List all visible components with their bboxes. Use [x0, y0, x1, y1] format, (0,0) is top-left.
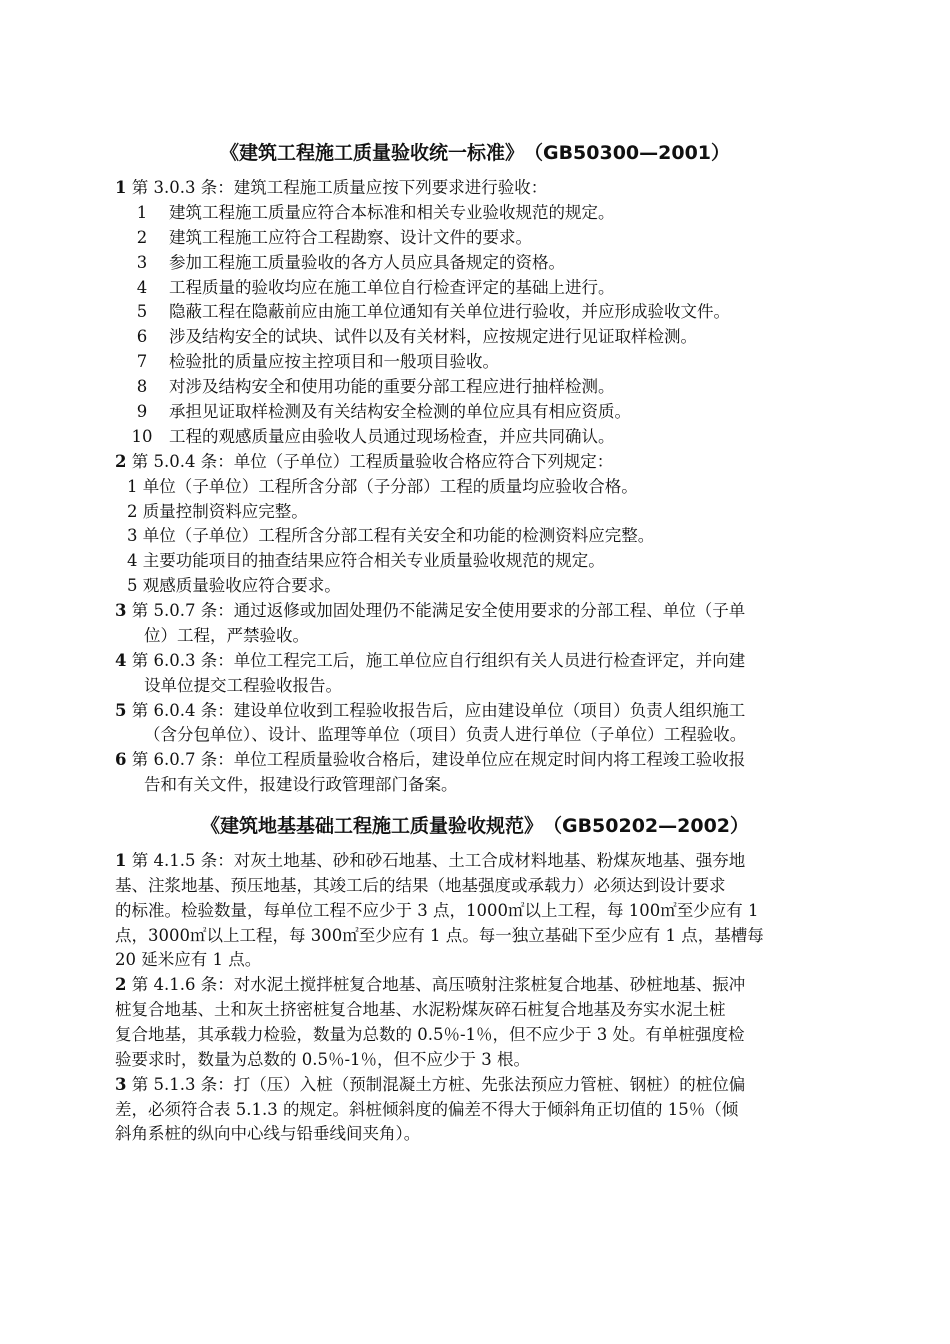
doc1-clause6-line2: 告和有关文件，报建设行政管理部门备案。	[144, 775, 458, 794]
list-item-text: 工程质量的验收均应在施工单位自行检查评定的基础上进行。	[169, 278, 615, 297]
clause-number: 1	[115, 178, 127, 197]
doc2-clause1-line: 基、注浆地基、预压地基，其竣工后的结果（地基强度或承载力）必须达到设计要求	[115, 876, 726, 895]
list-item-number: 10	[131, 427, 153, 446]
doc2-clause1-line	[115, 849, 745, 873]
clause-text: 第 4.1.5 条：对灰土地基、砂和砂石地基、土工合成材料地基、粉煤灰地基、强夯地	[131, 851, 746, 870]
list-item	[127, 325, 697, 349]
list-item-number: 3	[136, 253, 148, 272]
doc2-title: 《建筑地基基础工程施工质量验收规范》 （GB50202—2002）	[200, 815, 750, 837]
clause-number: 6	[115, 750, 127, 769]
clause-text: 第 6.0.7 条：单位工程质量验收合格后，建设单位应在规定时间内将工程竣工验收报	[131, 750, 746, 769]
list-item-text: 建筑工程施工应符合工程勘察、设计文件的要求。	[169, 228, 532, 247]
list-item	[127, 350, 499, 374]
clause-number: 1	[115, 851, 127, 870]
list-item: 2 质量控制资料应完整。	[127, 502, 308, 521]
clause-text: 第 5.1.3 条：打（压）入桩（预制混凝土方桩、先张法预应力管桩、钢桩）的桩位偏	[131, 1075, 746, 1094]
list-item	[127, 400, 631, 424]
list-item-text: 涉及结构安全的试块、试件以及有关材料，应按规定进行见证取样检测。	[169, 327, 697, 346]
list-item-number: 4	[136, 278, 148, 297]
list-item-number: 8	[136, 377, 148, 396]
clause-text: 第 5.0.4 条：单位（子单位）工程质量验收合格应符合下列规定：	[131, 452, 614, 471]
list-item: 5 观感质量验收应符合要求。	[127, 576, 341, 595]
clause-text: 第 6.0.3 条：单位工程完工后，施工单位应自行组织有关人员进行检查评定，并向建	[131, 651, 746, 670]
doc2-clause2-line	[115, 973, 745, 997]
clause-text: 第 3.0.3 条：建筑工程施工质量应按下列要求进行验收：	[131, 178, 548, 197]
doc1-title: 《建筑工程施工质量验收统一标准》 （GB50300—2001）	[219, 142, 731, 164]
list-item: 3 单位（子单位）工程所含分部工程有关安全和功能的检测资料应完整。	[127, 526, 655, 545]
clause-number: 4	[115, 651, 127, 670]
doc2-clause2-line: 桩复合地基、土和灰土挤密桩复合地基、水泥粉煤灰碎石桩复合地基及夯实水泥土桩	[115, 1000, 726, 1019]
doc1-clause5-line2: （含分包单位）、设计、监理等单位（项目）负责人进行单位（子单位）工程验收。	[144, 725, 747, 744]
list-item	[127, 425, 615, 449]
clause-number: 3	[115, 1075, 127, 1094]
clause-number: 3	[115, 601, 127, 620]
doc2-clause3-line: 斜角系桩的纵向中心线与铅垂线间夹角）。	[115, 1124, 421, 1143]
list-item-text: 承担见证取样检测及有关结构安全检测的单位应具有相应资质。	[169, 402, 631, 421]
list-item-text: 工程的观感质量应由验收人员通过现场检查，并应共同确认。	[169, 427, 615, 446]
doc2-clause1-line: 的标准。检验数量，每单位工程不应少于 3 点，1000㎡以上工程，每 100㎡至少应有 1	[115, 901, 759, 920]
list-item-number: 1	[136, 203, 148, 222]
doc1-clause1-heading	[115, 176, 547, 200]
doc2-clause3-line	[115, 1073, 745, 1097]
clause-text: 第 5.0.7 条：通过返修或加固处理仍不能满足安全使用要求的分部工程、单位（子单	[131, 601, 746, 620]
list-item-text: 对涉及结构安全和使用功能的重要分部工程应进行抽样检测。	[169, 377, 615, 396]
list-item	[127, 276, 615, 300]
list-item: 1 单位（子单位）工程所含分部（子分部）工程的质量均应验收合格。	[127, 477, 638, 496]
list-item	[127, 375, 615, 399]
doc2-clause3-line: 差，必须符合表 5.1.3 的规定。斜桩倾斜度的偏差不得大于倾斜角正切值的 15％（倾	[115, 1100, 739, 1119]
list-item-text: 隐蔽工程在隐蔽前应由施工单位通知有关单位进行验收，并应形成验收文件。	[169, 302, 730, 321]
clause-text: 第 4.1.6 条：对水泥土搅拌桩复合地基、高压喷射注浆桩复合地基、砂桩地基、振冲	[131, 975, 746, 994]
list-item	[127, 251, 565, 275]
list-item	[127, 300, 730, 324]
clause-text: 第 6.0.4 条：建设单位收到工程验收报告后，应由建设单位（项目）负责人组织施工	[131, 701, 746, 720]
list-item-number: 7	[136, 352, 148, 371]
doc1-clause4-line2: 设单位提交工程验收报告。	[144, 676, 342, 695]
doc1-clause3-line1	[115, 599, 745, 623]
list-item: 4 主要功能项目的抽查结果应符合相关专业质量验收规范的规定。	[127, 551, 605, 570]
doc1-clause2-heading	[115, 450, 613, 474]
list-item-text: 参加工程施工质量验收的各方人员应具备规定的资格。	[169, 253, 565, 272]
clause-number: 5	[115, 701, 127, 720]
list-item	[127, 201, 615, 225]
doc1-clause5-line1	[115, 699, 745, 723]
list-item-text: 检验批的质量应按主控项目和一般项目验收。	[169, 352, 499, 371]
list-item-number: 6	[136, 327, 148, 346]
list-item-number: 5	[136, 302, 148, 321]
doc1-clause6-line1	[115, 748, 745, 772]
doc2-clause1-line: 20 延米应有 1 点。	[115, 950, 262, 969]
list-item-number: 2	[136, 228, 148, 247]
list-item	[127, 226, 532, 250]
list-item-text: 建筑工程施工质量应符合本标准和相关专业验收规范的规定。	[169, 203, 615, 222]
list-item-number: 9	[136, 402, 148, 421]
clause-number: 2	[115, 452, 127, 471]
doc2-clause1-line: 点，3000㎡以上工程，每 300㎡至少应有 1 点。每一独立基础下至少应有 1 点，基槽每	[115, 926, 764, 945]
doc2-clause2-line: 验要求时，数量为总数的 0.5％-1％，但不应少于 3 根。	[115, 1050, 531, 1069]
doc1-clause4-line1	[115, 649, 745, 673]
doc2-clause2-line: 复合地基，其承载力检验，数量为总数的 0.5％-1％，但不应少于 3 处。有单桩强度检	[115, 1025, 745, 1044]
clause-number: 2	[115, 975, 127, 994]
doc1-clause3-line2: 位）工程，严禁验收。	[144, 626, 309, 645]
